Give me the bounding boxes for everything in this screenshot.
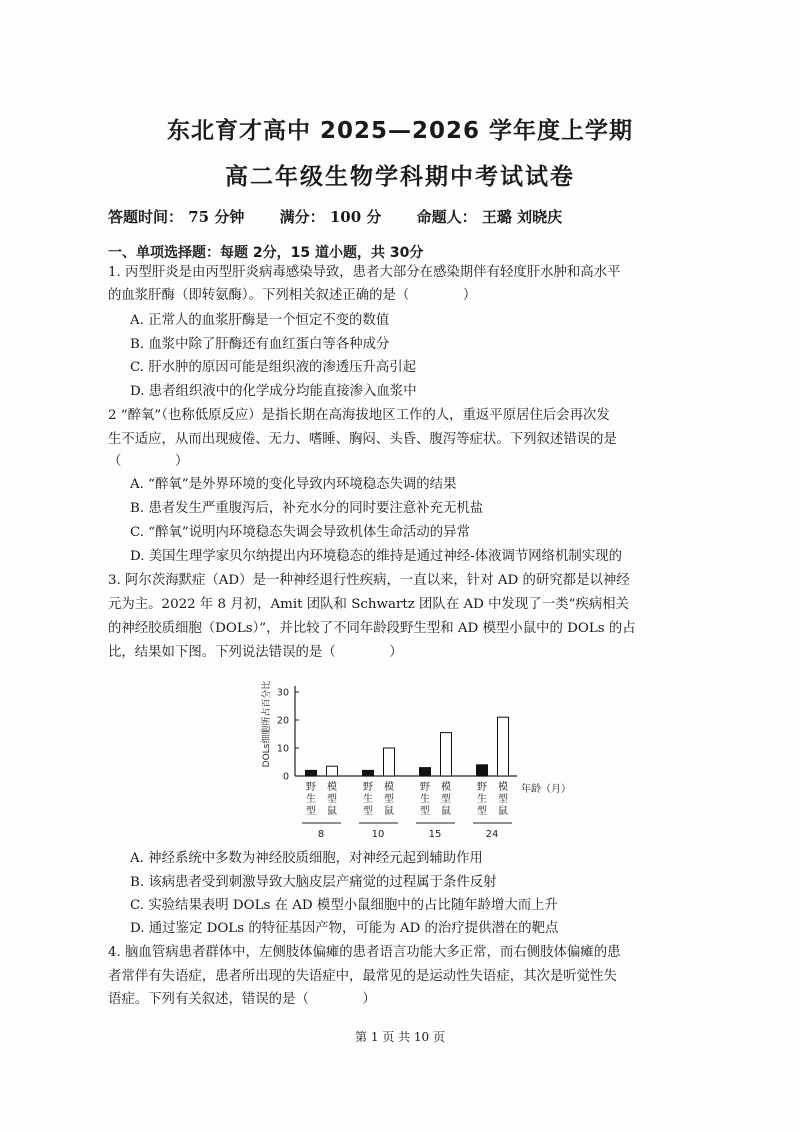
series-label-char: 野 — [420, 782, 430, 793]
q2-option-a: A. “醉氧”是外界环境的变化导致内环境稳态失调的结果 — [130, 477, 457, 492]
score-label: 满分： — [279, 208, 325, 226]
bar-model-24 — [498, 717, 509, 776]
bar-wild-24 — [477, 765, 488, 776]
series-label-char: 鼠 — [498, 806, 508, 817]
q4-stem-line1: 4. 脑血管病患者群体中，左侧肢体偏瘫的患者语言功能大多正常，而右侧肢体偏瘫的患 — [108, 945, 621, 960]
score-value: 100 分 — [329, 208, 382, 226]
series-label-char: 生 — [477, 794, 487, 805]
y-axis-label: DOLs细胞所占百分比 — [262, 680, 272, 768]
q3-stem-line2: 元为主。2022 年 8 月初，Amit 团队和 Schwartz 团队在 AD 中发现了一类“疾病相关 — [108, 597, 629, 612]
q1-option-b: B. 血浆中除了肝酶还有血红蛋白等各种成分 — [130, 337, 390, 352]
author-names: 王璐 刘晓庆 — [481, 208, 563, 226]
q3-stem-line1: 3. 阿尔茨海默症（AD）是一种神经退行性疾病，一直以来，针对 AD 的研究都是以神经 — [108, 573, 630, 588]
bar-model-10 — [384, 748, 395, 776]
y-tick-label: 20 — [276, 715, 289, 727]
bar-wild-10 — [363, 770, 374, 776]
author-label: 命题人： — [416, 208, 477, 226]
q3-option-c: C. 实验结果表明 DOLs 在 AD 模型小鼠细胞中的占比随年龄增大而上升 — [130, 898, 558, 913]
time-value: 75 分钟 — [188, 208, 245, 226]
q3-stem-line3: 的神经胶质细胞（DOLs）”，并比较了不同年龄段野生型和 AD 模型小鼠中的 DOLs 的占 — [108, 621, 636, 636]
q3-option-a: A. 神经系统中多数为神经胶质细胞，对神经元起到辅助作用 — [130, 851, 483, 866]
y-tick-label: 10 — [276, 743, 289, 755]
q1-option-c: C. 肝水肿的原因可能是组织液的渗透压升高引起 — [130, 360, 417, 375]
q1-stem-line2: 的血浆肝酶（即转氨酶）。下列相关叙述正确的是（ ） — [108, 288, 477, 303]
series-label-char: 生 — [306, 794, 316, 805]
q4-stem-line2: 者常伴有失语症，患者所出现的失语症中，最常见的是运动性失语症，其次是听觉性失 — [108, 969, 617, 984]
series-label-char: 型 — [327, 794, 337, 805]
q1-stem-line1: 1. 丙型肝炎是由丙型肝炎病毒感染导致，患者大部分在感染期伴有轻度肝水肿和高水平 — [108, 265, 621, 280]
series-label-char: 型 — [477, 806, 487, 817]
x-axis-label: 年龄（月） — [521, 784, 571, 795]
y-tick-label: 0 — [282, 771, 289, 783]
series-label-char: 鼠 — [441, 806, 451, 817]
series-label-char: 模 — [327, 782, 337, 793]
series-label-char: 型 — [363, 806, 373, 817]
series-label-char: 型 — [384, 794, 394, 805]
q1-option-a: A. 正常人的血浆肝酶是一个恒定不变的数值 — [130, 313, 390, 328]
q2-option-c: C. “醉氧”说明内环境稳态失调会导致机体生命活动的异常 — [130, 525, 470, 540]
series-label-char: 模 — [384, 782, 394, 793]
q4-stem-line3: 语症。下列有关叙述，错误的是（ ） — [108, 992, 376, 1007]
series-label-char: 野 — [477, 782, 487, 793]
series-label-char: 型 — [306, 806, 316, 817]
exam-subtitle: 高二年级生物学科期中考试试卷 — [225, 164, 575, 190]
y-tick-label: 30 — [276, 687, 289, 699]
category-label-8: 8 — [317, 829, 325, 840]
bar-model-15 — [441, 733, 452, 776]
series-label-char: 模 — [441, 782, 451, 793]
time-label: 答题时间： — [108, 208, 184, 226]
q3-option-b: B. 该病患者受到刺激导致大脑皮层产痛觉的过程属于条件反射 — [130, 875, 497, 890]
series-label-char: 鼠 — [384, 806, 394, 817]
exam-meta — [108, 206, 562, 227]
series-label-char: 鼠 — [327, 806, 337, 817]
q2-stem-line2: 生不适应，从而出现疲倦、无力、嗜睡、胸闷、头昏、腹泻等症状。下列叙述错误的是 — [108, 432, 617, 447]
series-label-char: 模 — [498, 782, 508, 793]
q2-option-b: B. 患者发生严重腹泻后，补充水分的同时要注意补充无机盐 — [130, 501, 484, 516]
q2-stem-line3: （ ） — [108, 454, 189, 469]
series-label-char: 生 — [420, 794, 430, 805]
category-label-15: 15 — [428, 829, 442, 840]
series-label-char: 生 — [363, 794, 373, 805]
exam-title: 东北育才高中 2025—2026 学年度上学期 — [166, 118, 634, 144]
series-label-char: 型 — [441, 794, 451, 805]
series-label-char: 型 — [498, 794, 508, 805]
q1-option-d: D. 患者组织液中的化学成分均能直接渗入血浆中 — [130, 384, 417, 399]
q2-stem-line1: 2 “醉氧”（也称低原反应）是指长期在高海拔地区工作的人，重返平原居住后会再次发 — [108, 408, 610, 423]
series-label-char: 野 — [363, 782, 373, 793]
q3-stem-line4: 比，结果如下图。下列说法错误的是（ ） — [108, 645, 403, 660]
page-footer: 第 1 页 共 10 页 — [355, 1030, 445, 1044]
q2-option-d: D. 美国生理学家贝尔纳提出内环境稳态的维持是通过神经-体液调节网络机制实现的 — [130, 549, 622, 564]
bar-model-8 — [327, 766, 338, 776]
section-heading: 一、单项选择题：每题 2分，15 道小题，共 30分 — [108, 245, 424, 261]
category-label-24: 24 — [485, 829, 499, 840]
q3-option-d: D. 通过鉴定 DOLs 的特征基因产物，可能为 AD 的治疗提供潜在的靶点 — [130, 921, 559, 936]
series-label-char: 野 — [306, 782, 316, 793]
series-label-char: 型 — [420, 806, 430, 817]
category-label-10: 10 — [371, 829, 385, 840]
bar-wild-15 — [420, 768, 431, 776]
bar-wild-8 — [306, 770, 317, 776]
dols-bar-chart — [255, 672, 585, 847]
